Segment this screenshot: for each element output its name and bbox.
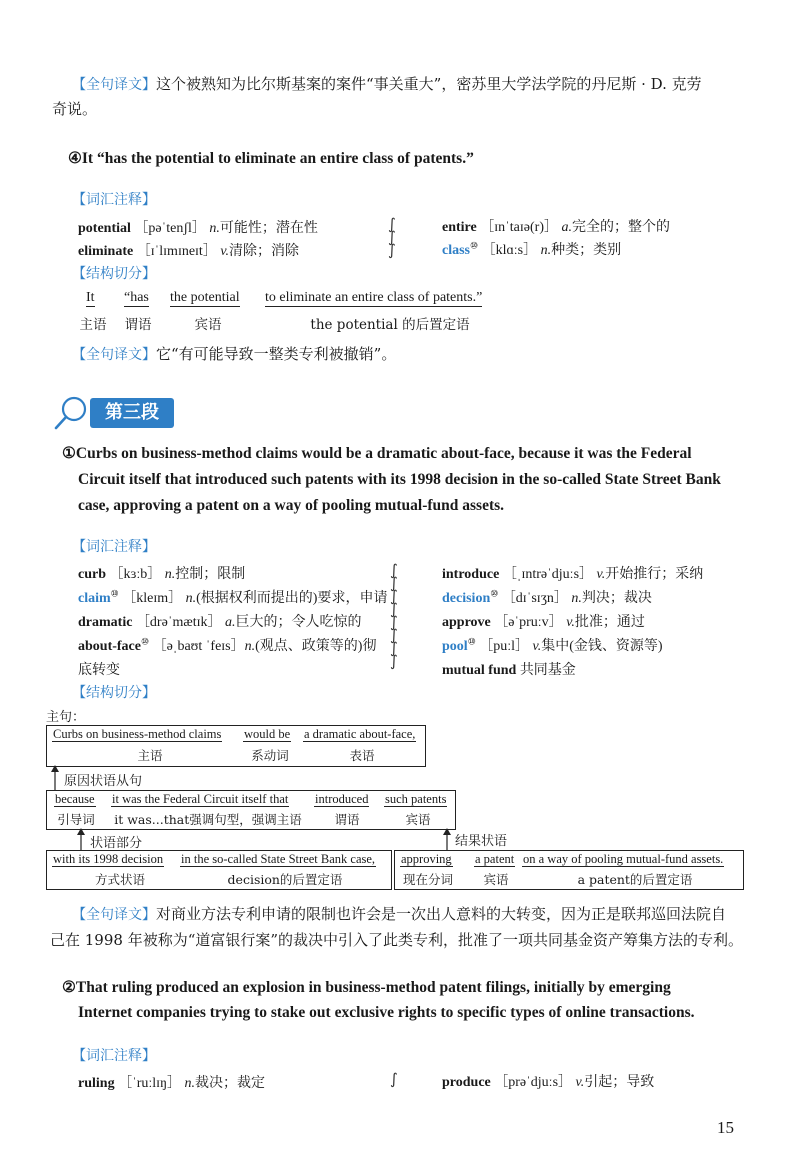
vocab-item: produce ［prəˈdjuːs］ v.引起；导致 <box>442 1075 655 1090</box>
diagram-part: approving <box>401 852 452 866</box>
part-text: “has <box>124 290 149 305</box>
structure-tag: 【结构切分】 <box>72 685 156 701</box>
vocab-item: approve ［əˈpruːv］ v.批准；通过 <box>442 615 645 630</box>
diagram-part: a dramatic about-face, <box>304 727 416 741</box>
sentence-2-line2: Internet companies trying to stake out exclusive rights to specific types of online transactions. <box>78 1004 695 1021</box>
diagram-label: 谓语 <box>334 812 360 827</box>
vocab-item: eliminate ［ɪˈlɪmɪneɪt］ v.清除；消除 <box>78 244 300 259</box>
arrow-label: 原因状语从句 <box>64 774 143 789</box>
vocab-item: mutual fund 共同基金 <box>442 663 576 678</box>
diagram-label: 引导词 <box>57 812 95 827</box>
vocab-item: about-face⑩ ［əˌbaʊt ˈfeɪs］n.(观点、政策等的)彻 <box>78 636 377 654</box>
section-title: 第三段 <box>90 398 174 428</box>
wave-divider: ∫ ∫ ∫ ∫ ∫ ∫ ∫ ∫ <box>390 561 398 670</box>
sentence-4: ④It “has the potential to eliminate an entire class of patents.” <box>68 150 474 167</box>
part-text: to eliminate an entire class of patents.” <box>265 290 483 305</box>
diagram-label: it was...that强调句型，强调主语 <box>114 812 302 827</box>
part-label: the potential 的后置定语 <box>310 317 470 333</box>
vocab-item: dramatic ［drəˈmætɪk］ a.巨大的；令人吃惊的 <box>78 615 362 630</box>
diagram-label: 系动词 <box>251 748 289 763</box>
diagram-label: 方式状语 <box>94 872 145 887</box>
arrow-up-icon <box>74 828 88 852</box>
vocab-item: entire ［ɪnˈtaɪə(r)］ a.完全的；整个的 <box>442 220 670 235</box>
diagram-label: 宾语 <box>483 872 509 887</box>
translation-s4: 【全句译文】它“有可能导致一整类专利被撤销”。 <box>72 345 397 363</box>
sentence-2-line1: ②That ruling produced an explosion in business-method patent filings, initially by emerging <box>62 979 671 996</box>
vocab-item: curb ［kɜːb］ n.控制；限制 <box>78 567 246 582</box>
diagram-label: 表语 <box>349 748 375 763</box>
translation-tag: 【全句译文】 <box>72 77 156 93</box>
part-text: It <box>86 290 95 305</box>
part-label: 主语 <box>79 317 107 333</box>
diagram-label: 主语 <box>137 748 163 763</box>
vocab-tag: 【词汇注释】 <box>72 192 156 208</box>
diagram-part: in the so-called State Street Bank case, <box>181 852 376 866</box>
vocab-item: class⑩ ［klɑːs］ n.种类；类别 <box>442 240 622 258</box>
sentence-1-line3: case, approving a patent on a way of pooling mutual-fund assets. <box>78 497 505 514</box>
main-clause-label: 主句： <box>46 710 86 725</box>
vocab-item: decision⑩ ［dɪˈsɪʒn］ n.判决；裁决 <box>442 588 652 606</box>
diagram-part: because <box>55 792 95 806</box>
translation-s1-cont: 己在 1998 年被称为“道富银行案”的裁决中引入了此类专利，批准了一项共同基金资产筹集方法的专利。 <box>50 931 744 949</box>
translation-p1: 【全句译文】这个被熟知为比尔斯基案的案件“事关重大”，密苏里大学法学院的丹尼斯 · D. 克劳 <box>72 75 702 93</box>
arrow-label: 结果状语 <box>455 834 508 849</box>
part-label: 宾语 <box>194 317 222 333</box>
diagram-part: a patent <box>475 852 515 866</box>
translation-p1-cont: 奇说。 <box>52 100 98 118</box>
vocab-tag: 【词汇注释】 <box>72 539 156 555</box>
diagram-label: 现在分词 <box>402 872 453 887</box>
arrow-up-icon <box>440 828 454 852</box>
diagram-label: decision的后置定语 <box>227 872 343 887</box>
part-text: the potential <box>170 290 240 305</box>
structure-tag: 【结构切分】 <box>72 266 156 282</box>
vocab-item: introduce ［ˌɪntrəˈdjuːs］ v.开始推行；采纳 <box>442 567 704 582</box>
wave-divider: ∫ ∫ ∫ <box>388 215 396 259</box>
diagram-part: such patents <box>385 792 447 806</box>
sentence-1-line2: Circuit itself that introduced such patents with its 1998 decision in the so-called State Street Bank <box>78 471 721 488</box>
diagram-part: on a way of pooling mutual-fund assets. <box>523 852 724 866</box>
part-label: 谓语 <box>124 317 152 333</box>
vocab-tag: 【词汇注释】 <box>72 1048 156 1064</box>
diagram-part: would be <box>244 727 291 741</box>
arrow-label: 状语部分 <box>90 836 143 851</box>
diagram-part: with its 1998 decision <box>53 852 164 866</box>
sentence-1-line1: ①Curbs on business-method claims would be a dramatic about-face, because it was the Federal <box>62 445 692 462</box>
page-number: 15 <box>717 1118 734 1137</box>
arrow-up-icon <box>48 765 62 791</box>
diagram-label: 宾语 <box>405 812 431 827</box>
translation-s1: 【全句译文】对商业方法专利申请的限制也许会是一次出人意料的大转变，因为正是联邦巡回法院自 <box>72 905 727 923</box>
diagram-label: a patent的后置定语 <box>577 872 693 887</box>
vocab-item: claim⑩ ［kleɪm］ n.(根据权利而提出的)要求，申请 <box>78 588 388 606</box>
diagram-part: Curbs on business-method claims <box>53 727 222 741</box>
vocab-item: pool⑩ ［puːl］ v.集中(金钱、资源等) <box>442 636 663 654</box>
vocab-item-cont: 底转变 <box>78 663 120 678</box>
diagram-part: introduced <box>315 792 369 806</box>
vocab-item: potential ［pəˈtenʃl］ n.可能性；潜在性 <box>78 221 318 236</box>
diagram-part: it was the Federal Circuit itself that <box>112 792 289 806</box>
wave-divider: ∫ <box>390 1070 398 1088</box>
magnifier-icon <box>52 394 92 434</box>
vocab-item: ruling ［ˈruːlɪŋ］ n.裁决；裁定 <box>78 1076 265 1091</box>
